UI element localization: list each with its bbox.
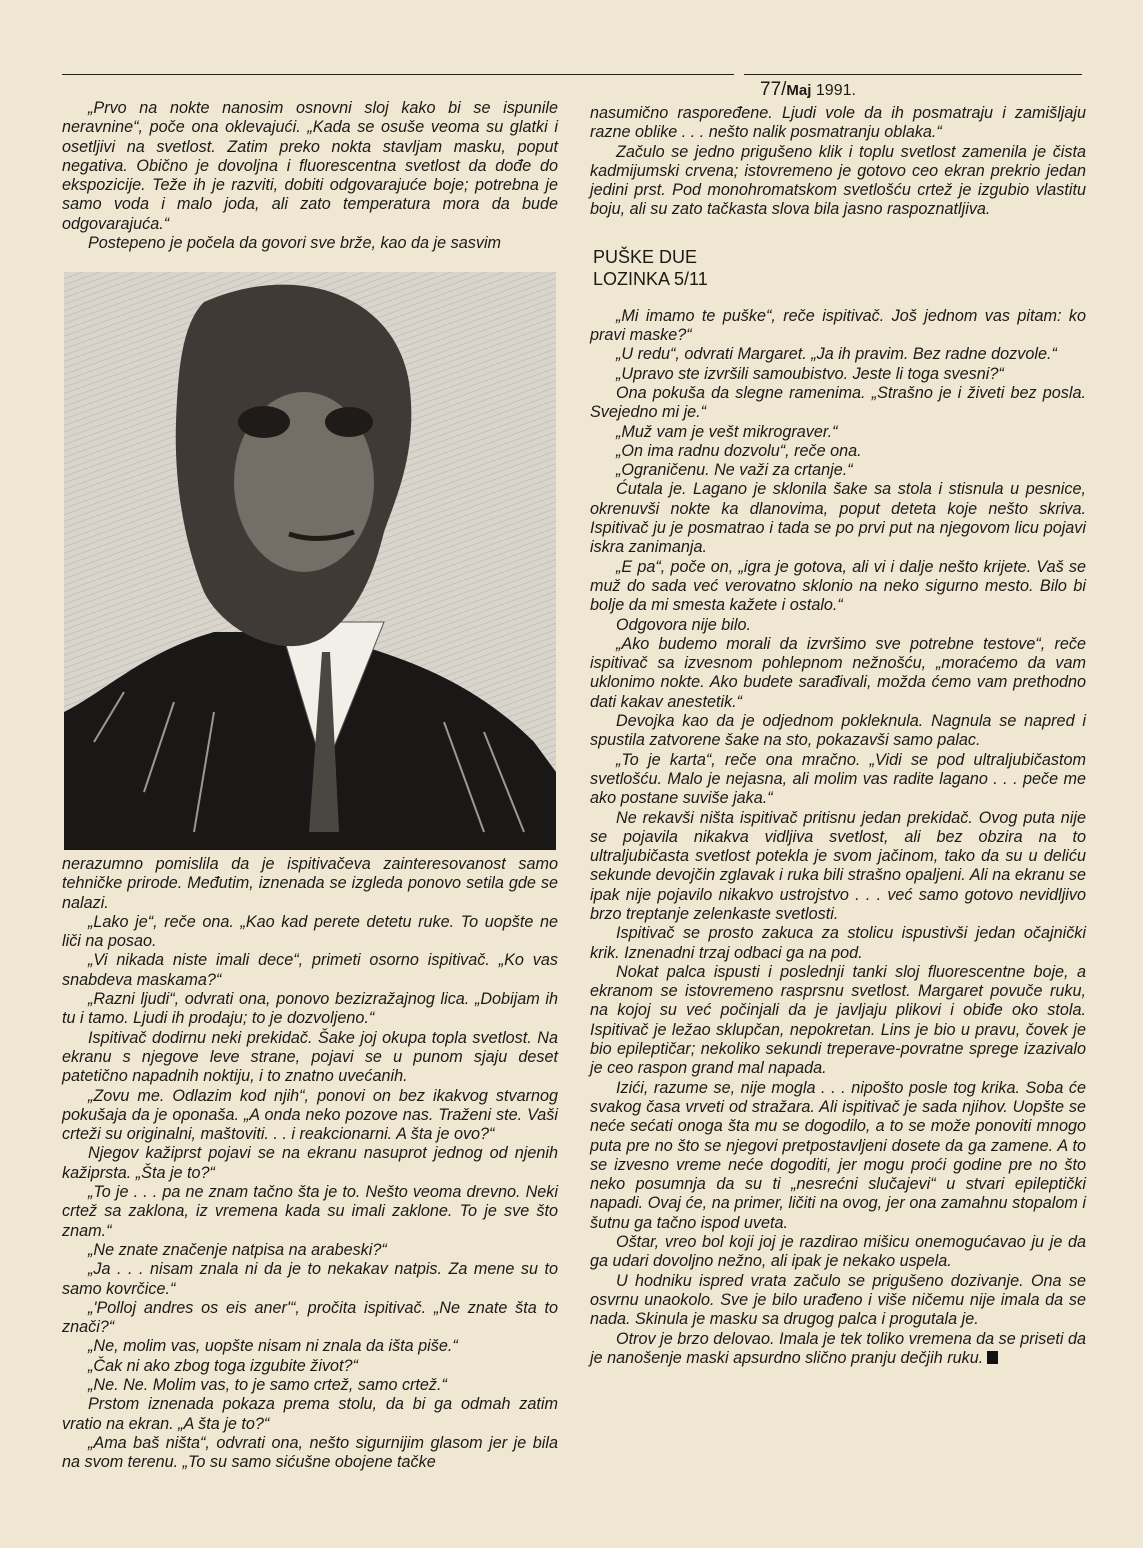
- left-column-top: [62, 99, 558, 253]
- paragraph: „Prvo na nokte nanosim osnovni sloj kako bi se ispunile neravnine“, poče ona oklevajući. „Kada se osuše veoma su glatki i osetljivi na svetlost. Zatim preko nokta stavljam masku, poput negativa. Obično je dovoljna i fluorescentna svetlost da dođe do ekspozicije. Teže ih je razviti, dobiti odgovarajuće boje; potrebna je samo voda i malo joda, ali zato temperatura mora da bude odgovarajuća.“: [62, 99, 558, 233]
- paragraph: „E pa“, poče on, „igra je gotova, ali vi i dalje nešto krijete. Vaš se muž do sada već verovatno sklonio na neko sigurno mesto. Bilo bi bolje da mi smesta kažete i ostalo.“: [590, 557, 1086, 615]
- paragraph: nasumično raspoređene. Ljudi vole da ih posmatraju i zamišljaju razne oblike . . . nešto nalik posmatranju oblaka.“: [590, 104, 1086, 142]
- right-column-intro: [590, 104, 1086, 220]
- paragraph: „To je karta“, reče ona mračno. „Vidi se pod ultraljubičastom svetlošću. Malo je nejasna, ali molim vas radite lagano . . . peče me ako postane suviše jaka.“: [590, 750, 1086, 808]
- portrait-illustration: [64, 272, 556, 850]
- right-column-body: [590, 307, 1086, 1368]
- paragraph: Njegov kažiprst pojavi se na ekranu nasuprot jednog od njenih kažiprsta. „Šta je to?“: [62, 1144, 558, 1182]
- header-rule-right: [744, 74, 1082, 75]
- paragraph: Postepeno je počela da govori sve brže, kao da je sasvim: [88, 234, 502, 253]
- paragraph: nerazumno pomislila da je ispitivačeva zainteresovanost samo tehničke prirode. Međutim, iznenada se izgleda ponovo setila gde se nalazi.: [62, 855, 558, 912]
- paragraph: Devojka kao da je odjednom pokleknula. Nagnula se napred i spustila zatvorene šake na sto, pokazavši samo palac.: [590, 712, 1086, 750]
- right-eye: [325, 407, 373, 437]
- paragraph: Ne rekavši ništa ispitivač pritisnu jedan prekidač. Ovog puta nije se pojavila nikakva vidljiva svetlost, ali bez obzira na to ultraljubičasta svetlost potekla je svom jačinom, tako da su u deliću sekunde devojčin zglavak i ruka bili strašno opaljeni. Ali na ekranu se ipak nije pojavilo nikakvo ustrojstvo . . . već samo gotovo nevidljivo brzo treptanje zelenkaste svetlosti.: [590, 808, 1086, 923]
- page-header: [760, 79, 856, 101]
- paragraph: Otrov je brzo delovao. Imala je tek toliko vremena da se priseti da je nanošenje maski apsurdno slično pranju dečjih ruku.: [590, 1329, 1086, 1367]
- left-eye: [238, 406, 290, 438]
- paragraph: „To je . . . pa ne znam tačno šta je to. Nešto veoma drevno. Neki crtež sa zaklona, iz vremena kada su imali zaklone. To je sve što znam.“: [62, 1183, 558, 1240]
- paragraph: „'Polloj andres os eis aner'“, pročita ispitivač. „Ne znate šta to znači?“: [62, 1298, 558, 1337]
- paragraph: U hodniku ispred vrata začulo se prigušeno dozivanje. Ona se osvrnu unaokolo. Sve je bilo urađeno i više ničemu nije imala da se nada. Skinula je masku sa drugog palca i progutala je.: [590, 1271, 1086, 1329]
- paragraph: „Ja . . . nisam znala ni da je to nekakav natpis. Za mene su to samo kovrčice.“: [62, 1260, 558, 1298]
- paragraph: „Ne, molim vas, uopšte nisam ni znala da išta piše.“: [88, 1337, 458, 1356]
- paragraph: Izići, razume se, nije mogla . . . nipošto posle tog krika. Soba će svakog časa vrveti od stražara. Ali ispitivač je sada njihov. Uopšte se neće sećati onoga šta mu se dogodilo, a to se može ponoviti mnogo puta pre no što se njegovi pretpostavljeni dosete da ga zamene. A to se izvesno vreme neće dogoditi, jer mogu proći godine pre no što neko posumnja da su ti „nesrećni slučajevi“ u stvari epileptički napadi. Ovaj će, na primer, ličiti na ovog, jer ona zamahnu stopalom i šutnu ga tačno ispod uveta.: [590, 1078, 1086, 1232]
- paragraph: „Upravo ste izvršili samoubistvo. Jeste li toga svesni?“: [616, 364, 1004, 383]
- paragraph: „Ako budemo morali da izvršimo sve potrebne testove“, reče ispitivač sa izvesnom pohlepnom nežnošću, „moraćemo da vam uklonimo nokte. Ako budete sarađivali, možda ćemo vam prethodno dati kakav anestetik.“: [590, 634, 1086, 711]
- paragraph: Odgovora nije bilo.: [616, 615, 751, 634]
- page-month: Maj: [786, 82, 812, 99]
- page-number: 77/: [760, 79, 787, 100]
- section-heading: [593, 246, 1086, 290]
- paragraph: „Mi imamo te puške“, reče ispitivač. Još jednom vas pitam: ko pravi maske?“: [590, 306, 1086, 345]
- paragraph: „Čak ni ako zbog toga izgubite život?“: [88, 1356, 358, 1375]
- paragraph: „Ne. Ne. Molim vas, to je samo crtež, samo crtež.“: [88, 1376, 447, 1395]
- paragraph: „Razni ljudi“, odvrati ona, ponovo bezizražajnog lica. „Dobijam ih tu i tamo. Ljudi ih prodaju; to je dozvoljeno.“: [62, 990, 558, 1028]
- end-mark: [987, 1351, 998, 1364]
- paragraph: „Vi nikada niste imali dece“, primeti osorno ispitivač. „Ko vas snabdeva maskama?“: [62, 951, 558, 989]
- paragraph: Ispitivač dodirnu neki prekidač. Šake joj okupa topla svetlost. Na ekranu s njegove leve strane, pojavi se u punom sjaju deset patetično napadnih noktiju, i to znatno uvećanih.: [62, 1028, 558, 1086]
- left-column-bottom: [62, 855, 558, 1473]
- paragraph: Nokat palca ispusti i poslednji tanki sloj fluorescentne boje, a ekranom se istovremeno rasprsnu svetlost. Margaret povuče ruku, na kojoj su već počinjali da je javljaju plikovi i obiđe oko stola. Ispitivač je ležao sklupčan, nepokretan. Lins je bio u pravu, čovek je bio epileptičar; nekoliko sekundi treperave-povratne sprege izazivalo je ceo raspon grand mal napada.: [590, 962, 1086, 1078]
- paragraph: Ispitivač se prosto zakuca za stolicu ispustivši jedan očajnički krik. Iznenadni trzaj odbaci ga na pod.: [590, 924, 1086, 962]
- page-year: 1991.: [815, 82, 856, 99]
- header-rule-left: [62, 74, 734, 75]
- section-heading-line1: PUŠKE DUE: [593, 246, 698, 267]
- paragraph: Prstom iznenada pokaza prema stolu, da bi ga odmah zatim vratio na ekran. „A šta je to?“: [62, 1395, 558, 1433]
- right-column: [590, 104, 1086, 1368]
- paragraph: „Ograničenu. Ne važi za crtanje.“: [616, 461, 853, 480]
- section-heading-line2: LOZINKA 5/11: [593, 268, 708, 289]
- paragraph: Ona pokuša da slegne ramenima. „Strašno je i živeti bez posla. Svejedno mi je.“: [590, 383, 1086, 422]
- paragraph: Začulo se jedno prigušeno klik i toplu svetlost zamenila je čista kadmijumski crvena; istovremeno je gotovo ceo ekran prekrio jedan jedini prst. Pod monohromatskom svetlošću crtež je izgubio vlastitu boju, ali su zato tačkasta slova bila jasno raspoznatljiva.: [590, 142, 1086, 219]
- paragraph: „Lako je“, reče ona. „Kao kad perete detetu ruke. To uopšte ne liči na posao.: [62, 912, 558, 951]
- paragraph: Oštar, vreo bol koji joj je razdirao mišicu onemogućavao ju je da ga udari dovoljno nežno, ali ipak je nekako uspela.: [590, 1233, 1086, 1271]
- paragraph: „Zovu me. Odlazim kod njih“, ponovi on bez ikakvog stvarnog pokušaja da je oponaša. „A onda neko pozove nas. Traženi ste. Vaši crteži su originalni, maštoviti. . . i reakcionarni. A šta je ovo?“: [62, 1086, 558, 1144]
- paragraph: Ćutala je. Lagano je sklonila šake sa stola i stisnula u pesnice, okrenuvši nokte ka dlanovima, poput deteta koje nešto skriva. Ispitivač ju je posmatrao i tada se po prvi put na njegovom licu pojavi iskra zanimanja.: [590, 480, 1086, 557]
- paragraph: „U redu“, odvrati Margaret. „Ja ih pravim. Bez radne dozvole.“: [616, 345, 1057, 364]
- paragraph: „Muž vam je vešt mikrograver.“: [616, 422, 838, 441]
- paragraph: „On ima radnu dozvolu“, reče ona.: [616, 441, 862, 460]
- paragraph: „Ama baš ništa“, odvrati ona, nešto sigurnijim glasom jer je bila na svom terenu. „To su samo sićušne obojene tačke: [62, 1433, 558, 1472]
- paragraph: „Ne znate značenje natpisa na arabeski?“: [88, 1240, 387, 1259]
